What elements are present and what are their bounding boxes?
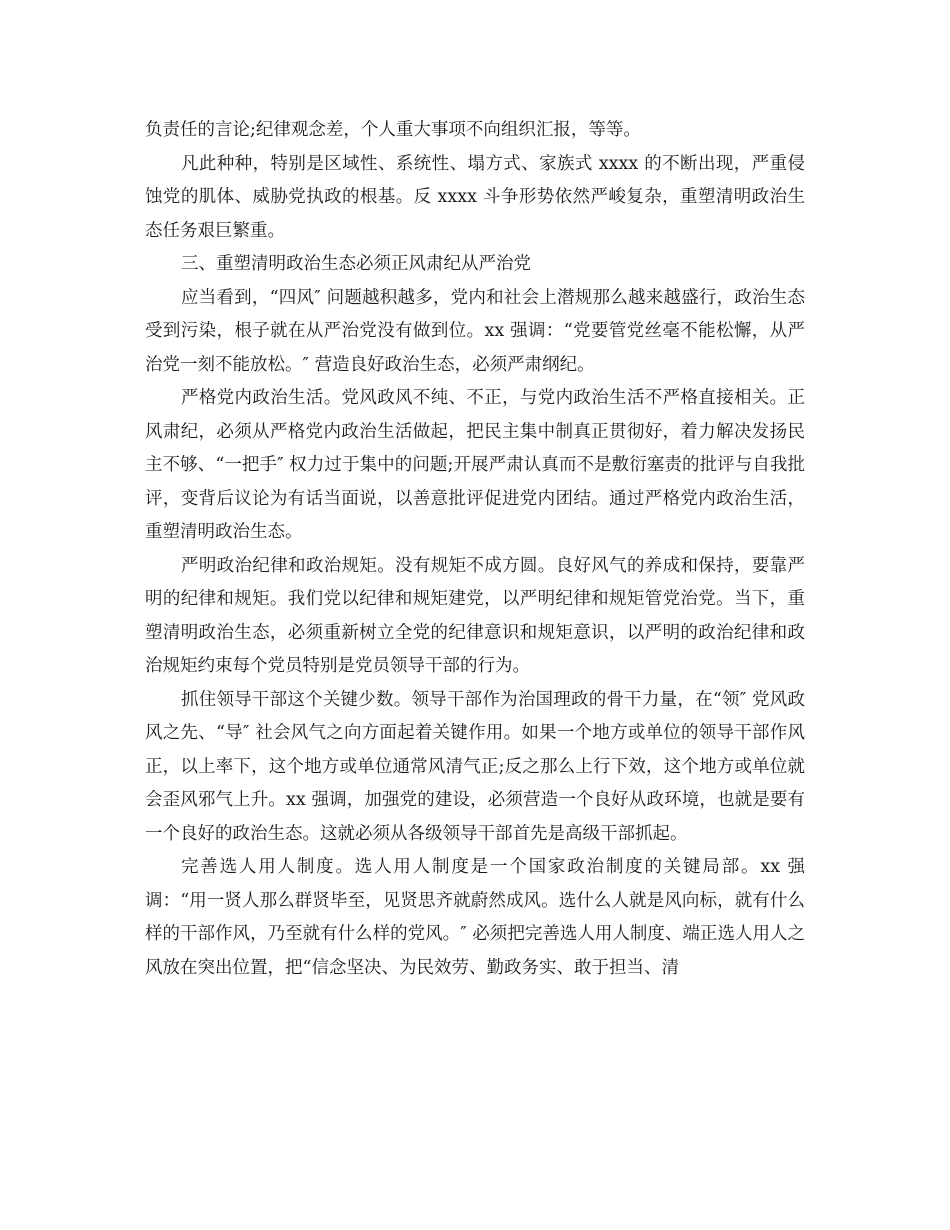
paragraph-6: 严明政治纪律和政治规矩。没有规矩不成方圆。良好风气的养成和保持，要靠严明的纪律和规矩。我们党以纪律和规矩建党，以严明纪律和规矩管党治党。当下，重塑清明政治生态，必须重新树立全党的纪律意识和规矩意识，以严明的政治纪律和政治规矩约束每个党员特别是党员领导干部的行为。 bbox=[145, 555, 805, 676]
paragraph-8: 完善选人用人制度。选人用人制度是一个国家政治制度的关键局部。xx 强调：“用一贤人那么群贤毕至，见贤思齐就蔚然成风。选什么人就是风向标，就有什么样的干部作风，乃至就有什么样的党风。″ 必须把完善选人用人制度、端正选人用人之风放在突出位置，把“信念坚决、为民效劳、勤政务实、敢于担当、清 bbox=[145, 857, 805, 978]
paragraph-1: 负责任的言论;纪律观念差，个人重大事项不向组织汇报，等等。 bbox=[145, 120, 641, 140]
paragraph-2: 凡此种种，特别是区域性、系统性、塌方式、家族式 xxxx 的不断出现，严重侵蚀党的肌体、威胁党执政的根基。反 xxxx 斗争形势依然严峻复杂，重塑清明政治生态任务艰巨繁重。 bbox=[145, 153, 805, 241]
section-heading: 三、重塑清明政治生态必须正风肃纪从严治党 bbox=[181, 254, 531, 274]
paragraph-7: 抓住领导干部这个关键少数。领导干部作为治国理政的骨干力量，在“领″ 党风政风之先、“导″ 社会风气之向方面起着关键作用。如果一个地方或单位的领导干部作风正，以上率下，这个地方或单位通常风清气正;反之那么上行下效，这个地方或单位就会歪风邪气上升。xx 强调，加强党的建设，必须营造一个良好从政环境，也就是要有一个良好的政治生态。这就必须从各级领导干部首先是高级干部抓起。 bbox=[145, 689, 805, 844]
paragraph-5: 严格党内政治生活。党风政风不纯、不正，与党内政治生活不严格直接相关。正风肃纪，必须从严格党内政治生活做起，把民主集中制真正贯彻好，着力解决发扬民主不够、“一把手″ 权力过于集中的问题;开展严肃认真而不是敷衍塞责的批评与自我批评，变背后议论为有话当面说，以善意批评促进党内团结。通过严格党内政治生活，重塑清明政治生态。 bbox=[145, 388, 805, 542]
paragraph-4: 应当看到，“四风″ 问题越积越多，党内和社会上潜规那么越来越盛行，政治生态受到污染，根子就在从严治党没有做到位。xx 强调：“党要管党丝毫不能松懈，从严治党一刻不能放松。″ 营造良好政治生态，必须严肃纲纪。 bbox=[145, 287, 805, 375]
document-body bbox=[145, 114, 805, 985]
